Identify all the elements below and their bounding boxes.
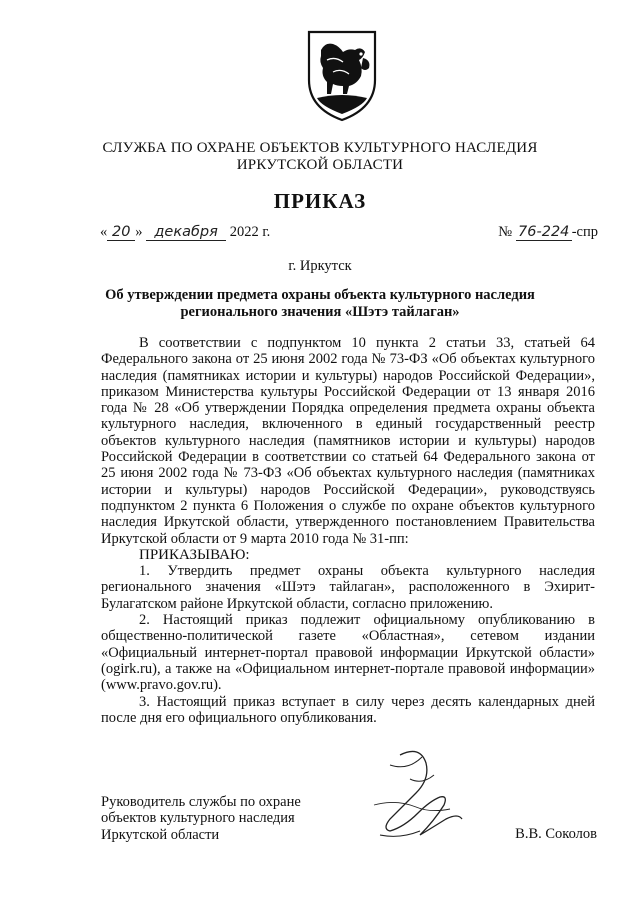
number-prefix: № [498,224,513,240]
coat-of-arms-icon [303,28,381,124]
order-item-1: 1. Утвердить предмет охраны объекта культурного наследия регионального значения «Шэтэ тайлаган», расположенного в Эхирит-Булагатском районе Иркутской области, согласно приложению. [101,563,595,612]
document-date [100,224,270,241]
document-title: ПРИКАЗ [273,189,367,213]
number-value: 76-224 [516,225,572,241]
agency-name-line1: СЛУЖБА ПО ОХРАНЕ ОБЪЕКТОВ КУЛЬТУРНОГО НАСЛЕДИЯ [102,140,538,156]
order-item-3: 3. Настоящий приказ вступает в силу через десять календарных дней после дня его официального опубликования. [101,693,595,726]
subject-line2: регионального значения «Шэтэ тайлаган» [180,304,460,320]
signer-name: В.В. Соколов [515,826,597,842]
document-number [498,224,598,241]
order-word: ПРИКАЗЫВАЮ: [139,546,250,563]
signer-title-line2: объектов культурного наследия [101,810,295,827]
signer-title-line1: Руководитель службы по охране [101,794,301,810]
agency-name-line2: ИРКУТСКОЙ ОБЛАСТИ [236,157,404,173]
date-day: 20 [107,225,135,241]
number-suffix: -спр [571,224,598,240]
handwritten-signature [360,735,480,855]
date-month: декабря [146,225,226,241]
subject-line1: Об утверждении предмета охраны объекта культурного наследия [105,287,535,303]
document-body [101,335,595,726]
preamble-paragraph: В соответствии с подпунктом 10 пункта 2 статьи 33, статьей 64 Федерального закона от 25 июня 2002 года № 73-ФЗ «Об объектах культурного наследия (памятниках истории и культуры) народов Российской Федерации», приказом Министерства культуры Российской Федерации от 13 января 2016 года № 28 «Об утверждении Порядка определения предмета охраны объекта культурного наследия, включенного в единый государственный реестр объектов культурного наследия (памятников истории и культуры) народов Российской Федерации в соответствии со статьей 64 Федерального закона от 25 июня 2002 года № 73-ФЗ «Об объектах культурного наследия (памятниках истории и культуры) народов Российской Федерации», руководствуясь подпунктом 2 пункта 6 Положения о службе по охране объектов культурного наследия Иркутской области, утвержденного постановлением Правительства Иркутской области от 9 марта 2010 года № 31-пп: [101,335,595,547]
order-item-2: 2. Настоящий приказ подлежит официальному опубликованию в общественно-политической газете «Областная», сетевом издании «Официальный интернет-портал правовой информации Иркутской области» (ogirk.ru), а также на «Официальном интернет-портале правовой информации» (www.pravo.gov.ru). [101,612,595,694]
signer-title-line3: Иркутской области [101,826,220,843]
signer-title [101,794,301,843]
document-city: г. Иркутск [288,258,352,274]
date-quote-close: » [135,224,143,240]
date-year: 2022 г. [229,224,271,240]
date-quote-open: « [100,224,108,240]
